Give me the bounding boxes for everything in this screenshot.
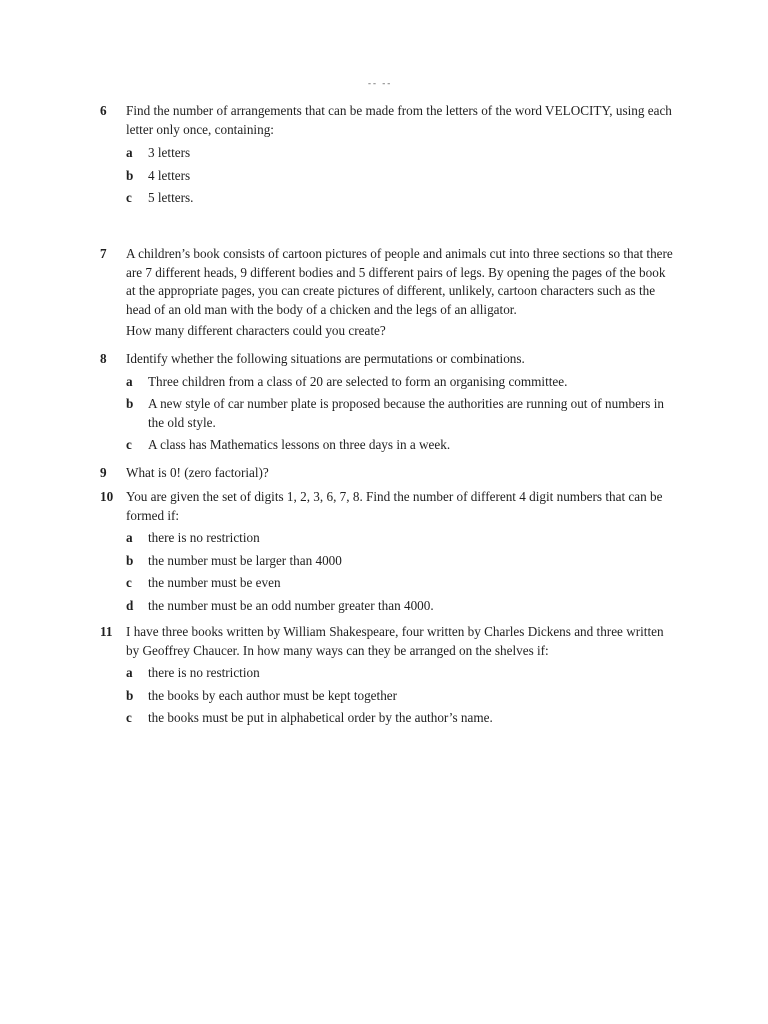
question-part bbox=[126, 167, 674, 186]
question-number: 9 bbox=[100, 465, 107, 480]
question-7 bbox=[100, 245, 674, 341]
question-part bbox=[126, 373, 674, 392]
part-label: a bbox=[126, 145, 133, 160]
part-label: a bbox=[126, 530, 133, 545]
part-text: there is no restriction bbox=[148, 530, 260, 545]
question-part bbox=[126, 687, 674, 706]
question-number: 6 bbox=[100, 103, 107, 118]
part-label: a bbox=[126, 665, 133, 680]
question-text: Find the number of arrangements that can be made from the letters of the word VELOCITY, using each letter only once, containing: bbox=[126, 103, 672, 137]
question-part bbox=[126, 436, 674, 455]
part-label: b bbox=[126, 167, 134, 183]
part-label: c bbox=[126, 190, 132, 205]
question-part bbox=[126, 395, 674, 432]
question-10 bbox=[100, 488, 674, 615]
question-number: 7 bbox=[100, 246, 107, 261]
question-part bbox=[126, 709, 674, 728]
part-text: A class has Mathematics lessons on three days in a week. bbox=[148, 437, 451, 452]
question-text: What is 0! (zero factorial)? bbox=[126, 465, 269, 480]
part-text: Three children from a class of 20 are selected to form an organising committee. bbox=[148, 373, 568, 389]
page-top-mark: -- -- bbox=[368, 78, 393, 88]
part-label: b bbox=[126, 396, 134, 411]
part-label: d bbox=[126, 597, 134, 613]
part-label: a bbox=[126, 373, 133, 389]
question-number: 11 bbox=[100, 624, 113, 639]
question-part bbox=[126, 189, 674, 208]
question-number: 10 bbox=[100, 489, 114, 504]
part-text: the number must be larger than 4000 bbox=[148, 552, 342, 568]
part-label: b bbox=[126, 687, 134, 703]
part-text: the books by each author must be kept together bbox=[148, 687, 398, 703]
question-part bbox=[126, 574, 674, 593]
part-text: 4 letters bbox=[148, 167, 191, 183]
part-text: the number must be even bbox=[148, 575, 281, 590]
question-part bbox=[126, 529, 674, 548]
part-label: c bbox=[126, 710, 132, 725]
question-text: Identify whether the following situations are permutations or combinations. bbox=[126, 351, 525, 366]
question-11 bbox=[100, 623, 674, 728]
question-8 bbox=[100, 350, 674, 455]
part-label: b bbox=[126, 552, 134, 568]
question-part bbox=[126, 597, 674, 616]
part-label: c bbox=[126, 575, 132, 590]
question-followup: How many different characters could you create? bbox=[126, 323, 386, 338]
part-text: A new style of car number plate is proposed because the authorities are running out of numbers in the old style. bbox=[148, 396, 664, 430]
question-9 bbox=[100, 464, 674, 483]
question-number: 8 bbox=[100, 351, 107, 366]
question-text: I have three books written by William Shakespeare, four written by Charles Dickens and three written by Geoffrey Chaucer. In how many ways can they be arranged on the shelves if: bbox=[126, 624, 664, 658]
question-6 bbox=[100, 102, 674, 208]
question-text: A children’s book consists of cartoon pictures of people and animals cut into three sections so that there are 7 different heads, 9 different bodies and 5 different pairs of legs. By opening the pages of the book at the appropriate pages, you can create pictures of different, unlikely, cartoon characters such as the head of an old man with the body of a chicken and the legs of an alligator. bbox=[126, 246, 673, 317]
question-text: You are given the set of digits 1, 2, 3, 6, 7, 8. Find the number of different 4 digit numbers that can be formed if: bbox=[126, 489, 663, 523]
question-part bbox=[126, 664, 674, 683]
part-text: the books must be put in alphabetical order by the author’s name. bbox=[148, 710, 493, 725]
question-part bbox=[126, 552, 674, 571]
part-label: c bbox=[126, 437, 132, 452]
part-text: there is no restriction bbox=[148, 665, 260, 680]
part-text: the number must be an odd number greater than 4000. bbox=[148, 597, 434, 613]
part-text: 5 letters. bbox=[148, 190, 194, 205]
part-text: 3 letters bbox=[148, 145, 191, 160]
question-part bbox=[126, 144, 674, 163]
